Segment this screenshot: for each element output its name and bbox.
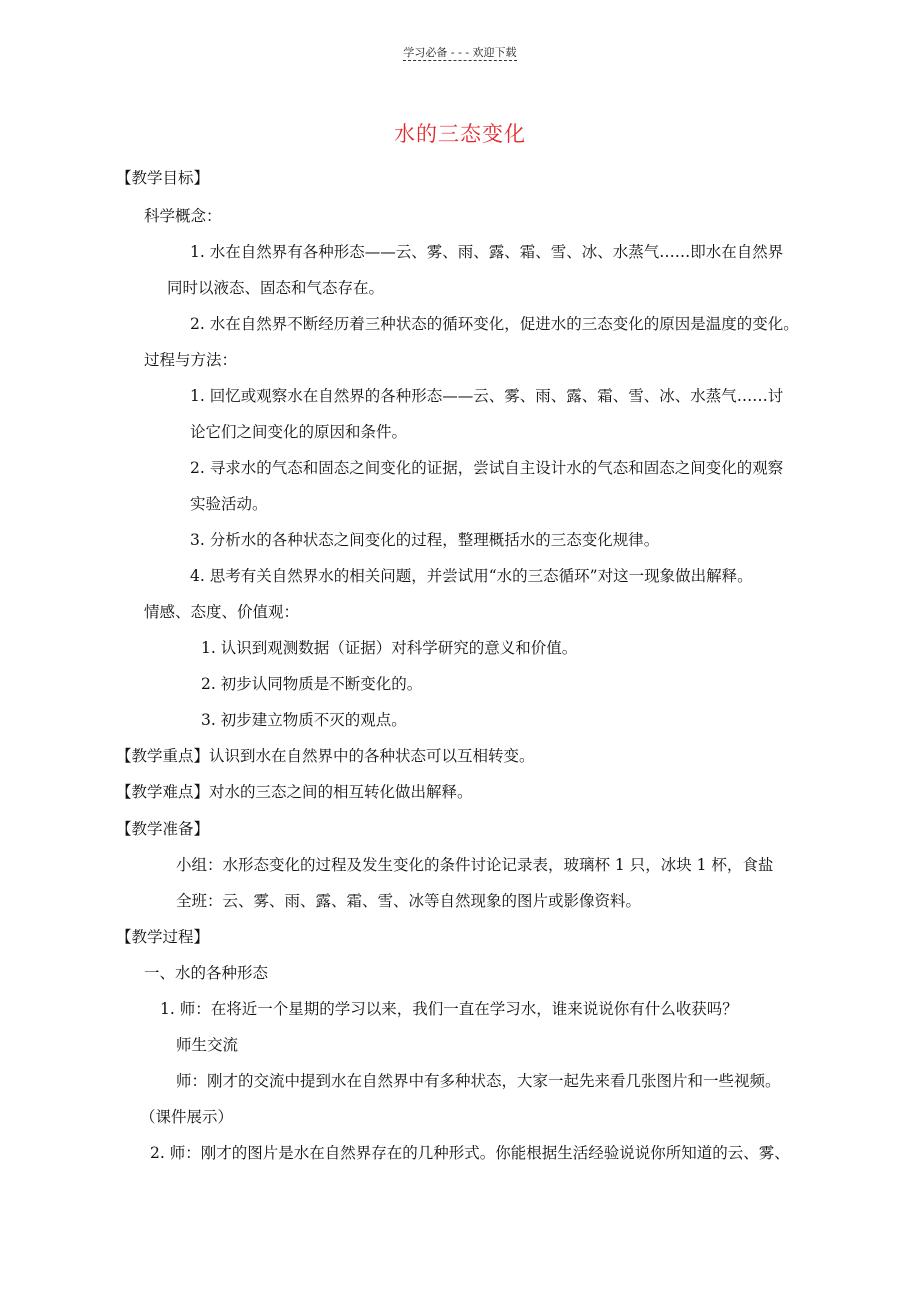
page-header <box>0 44 920 60</box>
key-point: 【教学重点】认识到水在自然界中的各种状态可以互相转变。 <box>116 747 535 765</box>
header-text: 学习必备 - - - 欢迎下载 <box>403 46 517 59</box>
attitude-item-1: 1. 认识到观测数据（证据）对科学研究的意义和价值。 <box>201 639 578 657</box>
preparation-class: 全班：云、雾、雨、露、霜、雪、冰等自然现象的图片或影像资料。 <box>176 892 642 910</box>
goals-heading: 【教学目标】 <box>116 169 210 187</box>
process-item-1-cont: 论它们之间变化的原因和条件。 <box>190 423 408 441</box>
concept-item-1: 1. 水在自然界有各种形态——云、雾、雨、露、霜、雪、冰、水蒸气……即水在自然界 <box>190 243 784 261</box>
process-item-3: 3. 分析水的各种状态之间变化的过程，整理概括水的三态变化规律。 <box>190 531 660 549</box>
attitude-item-3: 3. 初步建立物质不灭的观点。 <box>201 711 407 729</box>
preparation-group: 小组：水形态变化的过程及发生变化的条件讨论记录表，玻璃杯 1 只，冰块 1 杯，食盐 <box>176 856 774 874</box>
process-item-2-cont: 实验活动。 <box>190 495 268 513</box>
process-item-1: 1. 回忆或观察水在自然界的各种形态——云、雾、雨、露、霜、雪、冰、水蒸气……讨 <box>190 387 784 405</box>
document-title: 水的三态变化 <box>394 122 526 146</box>
attitude-item-2: 2. 初步认同物质是不断变化的。 <box>201 675 423 693</box>
process-step-1: 1. 师：在将近一个星期的学习以来，我们一直在学习水，谁来说说你有什么收获吗？ <box>160 1000 738 1018</box>
attitude-label: 情感、态度、价值观： <box>144 603 300 621</box>
process-heading: 【教学过程】 <box>116 928 210 946</box>
concept-label: 科学概念： <box>144 207 222 225</box>
process-item-2: 2. 寻求水的气态和固态之间变化的证据，尝试自主设计水的气态和固态之间变化的观察 <box>190 459 784 477</box>
process-teacher: 师：刚才的交流中提到水在自然界中有多种状态，大家一起先来看几张图片和一些视频。 <box>176 1072 781 1090</box>
difficulty: 【教学难点】对水的三态之间的相互转化做出解释。 <box>116 783 473 801</box>
process-label: 过程与方法： <box>144 351 238 369</box>
process-step-2: 2. 师：刚才的图片是水在自然界存在的几种形式。你能根据生活经验说说你所知道的云、雾、 <box>150 1144 790 1162</box>
process-item-4: 4. 思考有关自然界水的相关问题，并尝试用“水的三态循环”对这一现象做出解释。 <box>190 567 753 585</box>
concept-item-2: 2. 水在自然界不断经历着三种状态的循环变化，促进水的三态变化的原因是温度的变化。 <box>190 315 799 333</box>
concept-item-1-cont: 同时以液态、固态和气态存在。 <box>167 279 385 297</box>
process-part-1: 一、水的各种形态 <box>144 964 269 982</box>
preparation-heading: 【教学准备】 <box>116 820 210 838</box>
process-courseware: （课件展示） <box>140 1108 234 1126</box>
process-exchange: 师生交流 <box>176 1036 239 1054</box>
